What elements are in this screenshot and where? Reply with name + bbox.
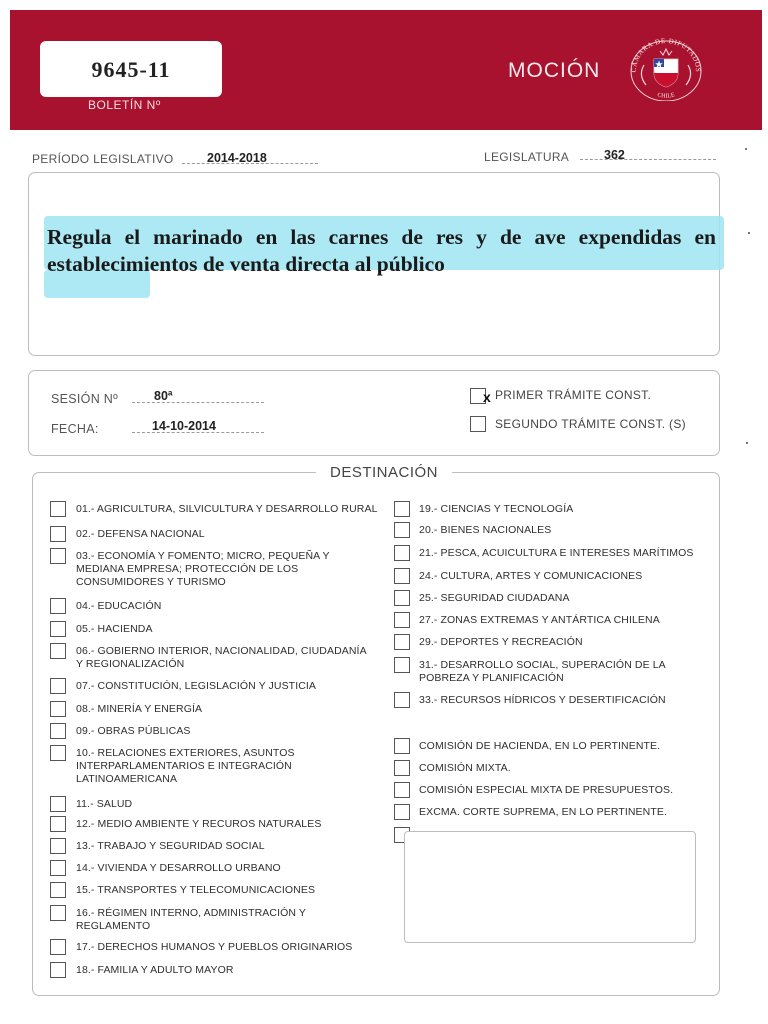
destination-option-label xyxy=(419,694,666,707)
legislatura-line xyxy=(580,159,716,160)
destination-option-label xyxy=(76,747,295,786)
destination-option-checkbox[interactable] xyxy=(50,621,66,637)
destination-option-label-line: 18.- FAMILIA Y ADULTO MAYOR xyxy=(76,964,234,976)
legislatura-label: LEGISLATURA xyxy=(484,150,570,164)
destination-option-label xyxy=(419,740,660,753)
destination-option-label xyxy=(419,592,570,605)
svg-text:CÁMARA DE DIPUTADOS: CÁMARA DE DIPUTADOS xyxy=(629,36,703,73)
destination-option-checkbox[interactable] xyxy=(50,860,66,876)
second-step-checkbox[interactable] xyxy=(470,416,486,432)
destination-option-label-line: 13.- TRABAJO Y SEGURIDAD SOCIAL xyxy=(76,840,265,852)
destination-option-label-line: REGLAMENTO xyxy=(76,920,151,932)
destination-option-label xyxy=(76,884,315,897)
destination-option-label xyxy=(419,503,573,516)
destination-option-label-line: 07.- CONSTITUCIÓN, LEGISLACIÓN Y JUSTICIA xyxy=(76,680,317,692)
destination-option-checkbox[interactable] xyxy=(394,782,410,798)
period-label: PERÍODO LEGISLATIVO xyxy=(32,152,174,166)
destination-option-label xyxy=(76,600,161,613)
margin-mark xyxy=(746,442,748,444)
destination-option-label xyxy=(76,528,205,541)
destination-option-label-line: 20.- BIENES NACIONALES xyxy=(419,524,552,536)
bulletin-label: BOLETÍN Nº xyxy=(88,98,161,112)
destination-option-checkbox[interactable] xyxy=(50,796,66,812)
destination-option-checkbox[interactable] xyxy=(50,548,66,564)
destination-option-checkbox[interactable] xyxy=(394,590,410,606)
destination-option-label-line: 03.- ECONOMÍA Y FOMENTO; MICRO, PEQUEÑA Y xyxy=(76,550,330,562)
document-type: MOCIÓN xyxy=(508,59,601,82)
bill-title: Regula el marinado en las carnes de res y de ave expendidas en establecimientos de venta directa al público xyxy=(47,225,716,276)
destination-option-label-line: 04.- EDUCACIÓN xyxy=(76,600,162,612)
destination-option-label-line: 24.- CULTURA, ARTES Y COMUNICACIONES xyxy=(419,570,643,582)
destination-option-label-line: 27.- ZONAS EXTREMAS Y ANTÁRTICA CHILENA xyxy=(419,614,660,626)
destination-option-checkbox[interactable] xyxy=(394,804,410,820)
destination-option-label xyxy=(76,862,281,875)
destination-option-label xyxy=(76,725,191,738)
destination-option-checkbox[interactable] xyxy=(50,643,66,659)
date-label: FECHA: xyxy=(51,422,99,436)
destination-option-label xyxy=(76,941,352,954)
destination-option-label xyxy=(419,547,693,560)
destination-option-label xyxy=(419,570,642,583)
destination-option-label-line: 29.- DEPORTES Y RECREACIÓN xyxy=(419,636,583,648)
destination-option-checkbox[interactable] xyxy=(394,568,410,584)
chamber-seal-icon xyxy=(628,35,704,101)
destination-option-label xyxy=(419,614,660,627)
destination-option-label-line: 14.- VIVIENDA Y DESARROLLO URBANO xyxy=(76,862,281,874)
destination-option-label-line: 05.- HACIENDA xyxy=(76,623,153,635)
destination-option-label-line: 12.- MEDIO AMBIENTE Y RECUROS NATURALES xyxy=(76,818,322,830)
destination-option-label-line: COMISIÓN MIXTA. xyxy=(419,762,511,774)
destination-option-label-line: Y REGIONALIZACIÓN xyxy=(76,658,185,670)
destination-option-checkbox[interactable] xyxy=(50,501,66,517)
destination-option-checkbox[interactable] xyxy=(50,701,66,717)
destination-option-label-line: 31.- DESARROLLO SOCIAL, SUPERACIÓN DE LA xyxy=(419,659,666,671)
legislatura-value: 362 xyxy=(604,148,625,162)
destination-option-label xyxy=(76,623,153,636)
destination-option-checkbox[interactable] xyxy=(394,612,410,628)
destination-option-label-line: 16.- RÉGIMEN INTERNO, ADMINISTRACIÓN Y xyxy=(76,907,306,919)
destination-option-label-line: 19.- CIENCIAS Y TECNOLOGÍA xyxy=(419,503,574,515)
destination-option-checkbox[interactable] xyxy=(50,962,66,978)
destination-option-checkbox[interactable] xyxy=(394,738,410,754)
destination-option-checkbox[interactable] xyxy=(50,745,66,761)
destination-option-label-line: 10.- RELACIONES EXTERIORES, ASUNTOS xyxy=(76,747,295,759)
destination-option-checkbox[interactable] xyxy=(50,838,66,854)
destination-option-label-line: COMISIÓN ESPECIAL MIXTA DE PRESUPUESTOS. xyxy=(419,784,674,796)
destination-option-label-line: 11.- SALUD xyxy=(76,798,133,810)
margin-mark xyxy=(748,232,750,234)
destination-option-label-line: LATINOAMERICANA xyxy=(76,773,178,785)
destination-option-checkbox[interactable] xyxy=(50,905,66,921)
destination-option-label xyxy=(419,762,511,775)
destination-option-label-line: CONSUMIDORES Y TURISMO xyxy=(76,576,226,588)
destination-option-checkbox[interactable] xyxy=(394,522,410,538)
destination-title: DESTINACIÓN xyxy=(0,464,768,481)
destination-option-label xyxy=(76,964,234,977)
destination-option-label-line: 33.- RECURSOS HÍDRICOS Y DESERTIFICACIÓN xyxy=(419,694,666,706)
session-value: 80ª xyxy=(154,389,173,403)
destination-option-checkbox[interactable] xyxy=(394,634,410,650)
destination-option-label-line: COMISIÓN DE HACIENDA, EN LO PERTINENTE. xyxy=(419,740,661,752)
destination-option-label xyxy=(76,550,330,589)
destination-option-label-line: EXCMA. CORTE SUPREMA, EN LO PERTINENTE. xyxy=(419,806,667,818)
session-label: SESIÓN Nº xyxy=(51,392,119,406)
destination-option-label-line: 17.- DERECHOS HUMANOS Y PUEBLOS ORIGINARIOS xyxy=(76,941,353,953)
destination-option-label-line: INTERPARLAMENTARIOS E INTEGRACIÓN xyxy=(76,760,292,772)
destination-option-checkbox[interactable] xyxy=(50,816,66,832)
svg-text:CHILE: CHILE xyxy=(656,92,676,100)
destination-option-checkbox[interactable] xyxy=(50,598,66,614)
session-box xyxy=(28,370,720,456)
destination-option-checkbox[interactable] xyxy=(394,545,410,561)
destination-option-label xyxy=(419,806,667,819)
destination-option-checkbox[interactable] xyxy=(50,882,66,898)
other-text-area[interactable] xyxy=(404,831,696,943)
period-value: 2014-2018 xyxy=(207,151,267,165)
destination-option-checkbox[interactable] xyxy=(394,657,410,673)
first-step-check-mark: x xyxy=(483,389,491,405)
bulletin-number: 9645-11 xyxy=(91,57,171,82)
destination-option-label xyxy=(419,784,673,797)
destination-option-label-line: 25.- SEGURIDAD CIUDADANA xyxy=(419,592,570,604)
destination-option-label-line: 21.- PESCA, ACUICULTURA E INTERESES MARÍTIMOS xyxy=(419,547,694,559)
destination-option-label-line: 01.- AGRICULTURA, SILVICULTURA Y DESARROLLO RURAL xyxy=(76,503,378,515)
destination-option-label xyxy=(76,907,306,933)
date-value: 14-10-2014 xyxy=(152,419,216,433)
destination-option-checkbox[interactable] xyxy=(50,526,66,542)
destination-option-label xyxy=(76,503,378,516)
destination-option-label xyxy=(76,680,316,693)
destination-option-label-line: 06.- GOBIERNO INTERIOR, NACIONALIDAD, CIUDADANÍA xyxy=(76,645,367,657)
destination-option-label-line: 15.- TRANSPORTES Y TELECOMUNICACIONES xyxy=(76,884,316,896)
destination-option-label-line: 02.- DEFENSA NACIONAL xyxy=(76,528,205,540)
destination-option-checkbox[interactable] xyxy=(394,760,410,776)
margin-mark xyxy=(745,148,747,150)
session-line xyxy=(132,402,264,403)
destination-option-checkbox[interactable] xyxy=(50,678,66,694)
destination-option-label xyxy=(76,818,321,831)
destination-option-checkbox[interactable] xyxy=(50,723,66,739)
destination-option-checkbox[interactable] xyxy=(394,501,410,517)
destination-option-label-line: 09.- OBRAS PÚBLICAS xyxy=(76,725,191,737)
destination-option-checkbox[interactable] xyxy=(50,939,66,955)
destination-option-label xyxy=(419,659,666,685)
destination-option-label xyxy=(419,524,551,537)
first-step-label: PRIMER TRÁMITE CONST. xyxy=(495,388,652,402)
destination-option-label xyxy=(76,703,202,716)
bulletin-number-box xyxy=(40,41,222,97)
destination-option-label xyxy=(419,636,583,649)
destination-option-label xyxy=(76,798,132,811)
destination-option-label-line: MEDIANA EMPRESA; PROTECCIÓN DE LOS xyxy=(76,563,299,575)
destination-option-label-line: 08.- MINERÍA Y ENERGÍA xyxy=(76,703,203,715)
destination-option-label-line: POBREZA Y PLANIFICACIÓN xyxy=(419,672,564,684)
destination-option-label xyxy=(76,645,367,671)
destination-option-label xyxy=(76,840,265,853)
second-step-label: SEGUNDO TRÁMITE CONST. (S) xyxy=(495,417,686,431)
destination-option-checkbox[interactable] xyxy=(394,692,410,708)
